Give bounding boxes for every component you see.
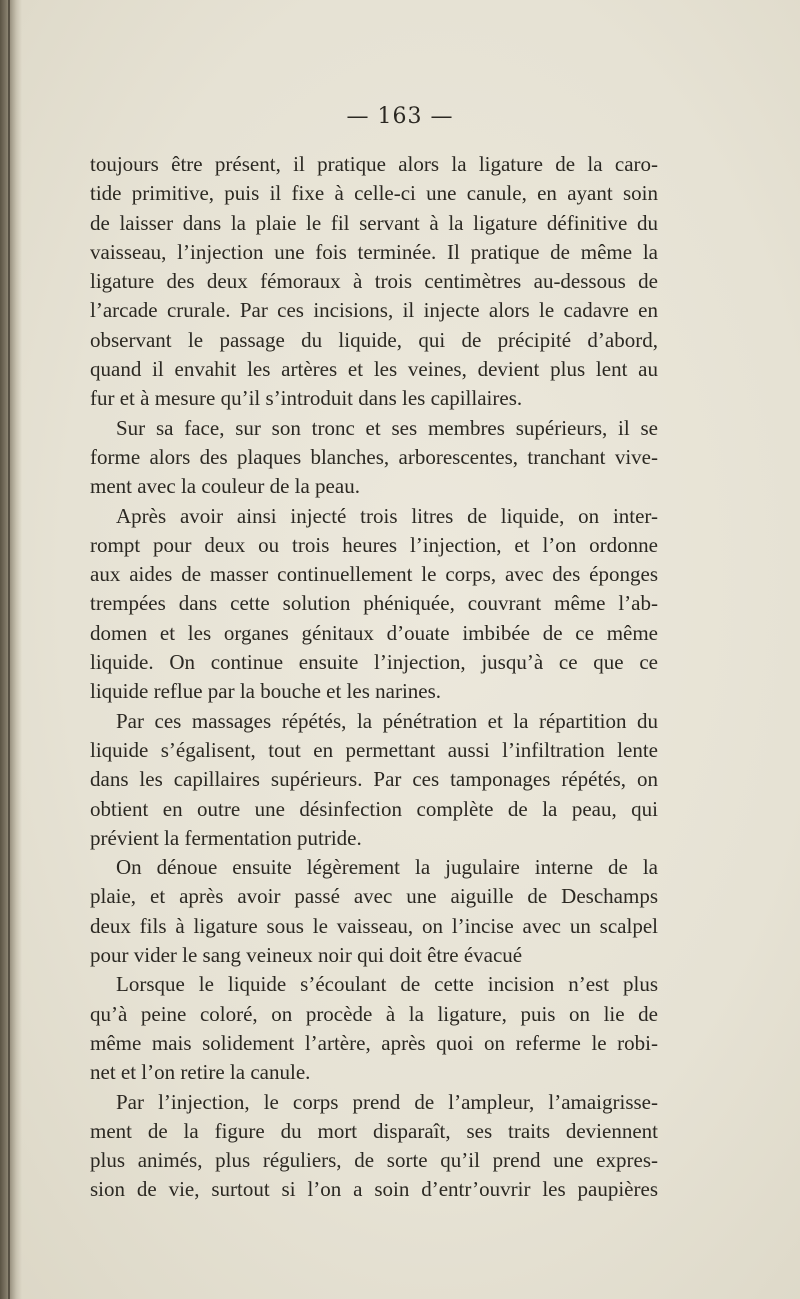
paragraph <box>90 970 658 1087</box>
text-line: de laisser dans la plaie le fil servant à la ligature définitive du <box>90 210 658 235</box>
text-line: plaie, et après avoir passé avec une aiguille de Deschamps <box>90 884 658 909</box>
text-line: sion de vie, surtout si l’on a soin d’entr’ouvrir les paupières <box>90 1177 658 1202</box>
text-line: fur et à mesure qu’il s’introduit dans les capillaires. <box>90 386 523 411</box>
text-line: observant le passage du liquide, qui de précipité d’abord, <box>90 327 658 352</box>
text-line: ment de la figure du mort disparaît, ses traits deviennent <box>90 1118 658 1143</box>
text-line: vaisseau, l’injection une fois terminée. Il pratique de même la <box>90 239 658 264</box>
paragraph <box>90 707 658 853</box>
text-line: On dénoue ensuite légèrement la jugulaire interne de la <box>116 855 658 880</box>
text-line: domen et les organes génitaux d’ouate imbibée de ce même <box>90 620 658 645</box>
text-line: prévient la fermentation putride. <box>90 825 362 850</box>
text-line: Sur sa face, sur son tronc et ses membres supérieurs, il se <box>116 415 658 440</box>
text-line: ligature des deux fémoraux à trois centimètres au-dessous de <box>90 269 658 294</box>
text-line: liquide reflue par la bouche et les narines. <box>90 679 442 704</box>
text-line: Après avoir ainsi injecté trois litres de liquide, on inter- <box>116 503 658 528</box>
text-line: trempées dans cette solution phéniquée, couvrant même l’ab- <box>90 591 658 616</box>
paragraph <box>90 1088 658 1205</box>
text-line: tide primitive, puis il fixe à celle-ci une canule, en ayant soin <box>90 181 658 206</box>
paragraph <box>90 150 658 414</box>
text-line: dans les capillaires supérieurs. Par ces tamponages répétés, on <box>90 767 658 792</box>
text-line: liquide. On continue ensuite l’injection, jusqu’à ce que ce <box>90 650 658 675</box>
text-line: même mais solidement l’artère, après quoi on referme le robi- <box>90 1030 658 1055</box>
text-line: Lorsque le liquide s’écoulant de cette incision n’est plus <box>116 972 658 997</box>
text-line: qu’à peine coloré, on procède à la ligature, puis on lie de <box>90 1001 658 1026</box>
text-line: aux aides de masser continuellement le corps, avec des éponges <box>90 562 658 587</box>
text-line: Par ces massages répétés, la pénétration et la répartition du <box>116 708 658 733</box>
text-line: deux fils à ligature sous le vaisseau, on l’incise avec un scalpel <box>90 913 658 938</box>
text-line: pour vider le sang veineux noir qui doit être évacué <box>90 943 523 968</box>
text-line: rompt pour deux ou trois heures l’injection, et l’on ordonne <box>90 532 658 557</box>
text-line: quand il envahit les artères et les veines, devient plus lent au <box>90 357 658 382</box>
paragraph <box>90 414 658 502</box>
paragraph <box>90 502 658 707</box>
body-text <box>90 150 658 1205</box>
text-line: net et l’on retire la canule. <box>90 1060 311 1085</box>
text-line: plus animés, plus réguliers, de sorte qu’il prend une expres- <box>90 1148 658 1173</box>
text-line: Par l’injection, le corps prend de l’ampleur, l’amaigrisse- <box>116 1089 658 1114</box>
text-line: ment avec la couleur de la peau. <box>90 474 360 499</box>
text-line: toujours être présent, il pratique alors la ligature de la caro- <box>90 152 658 176</box>
text-line: obtient en outre une désinfection complète de la peau, qui <box>90 796 658 821</box>
page-binding-line <box>8 0 10 1299</box>
text-line: l’arcade crurale. Par ces incisions, il injecte alors le cadavre en <box>90 298 658 323</box>
text-line: forme alors des plaques blanches, arborescentes, tranchant vive- <box>90 444 658 469</box>
text-line: liquide s’égalisent, tout en permettant aussi l’infiltration lente <box>90 737 658 762</box>
page-binding-edge <box>0 0 22 1299</box>
paragraph <box>90 853 658 970</box>
page-number: — 163 — <box>346 104 454 129</box>
